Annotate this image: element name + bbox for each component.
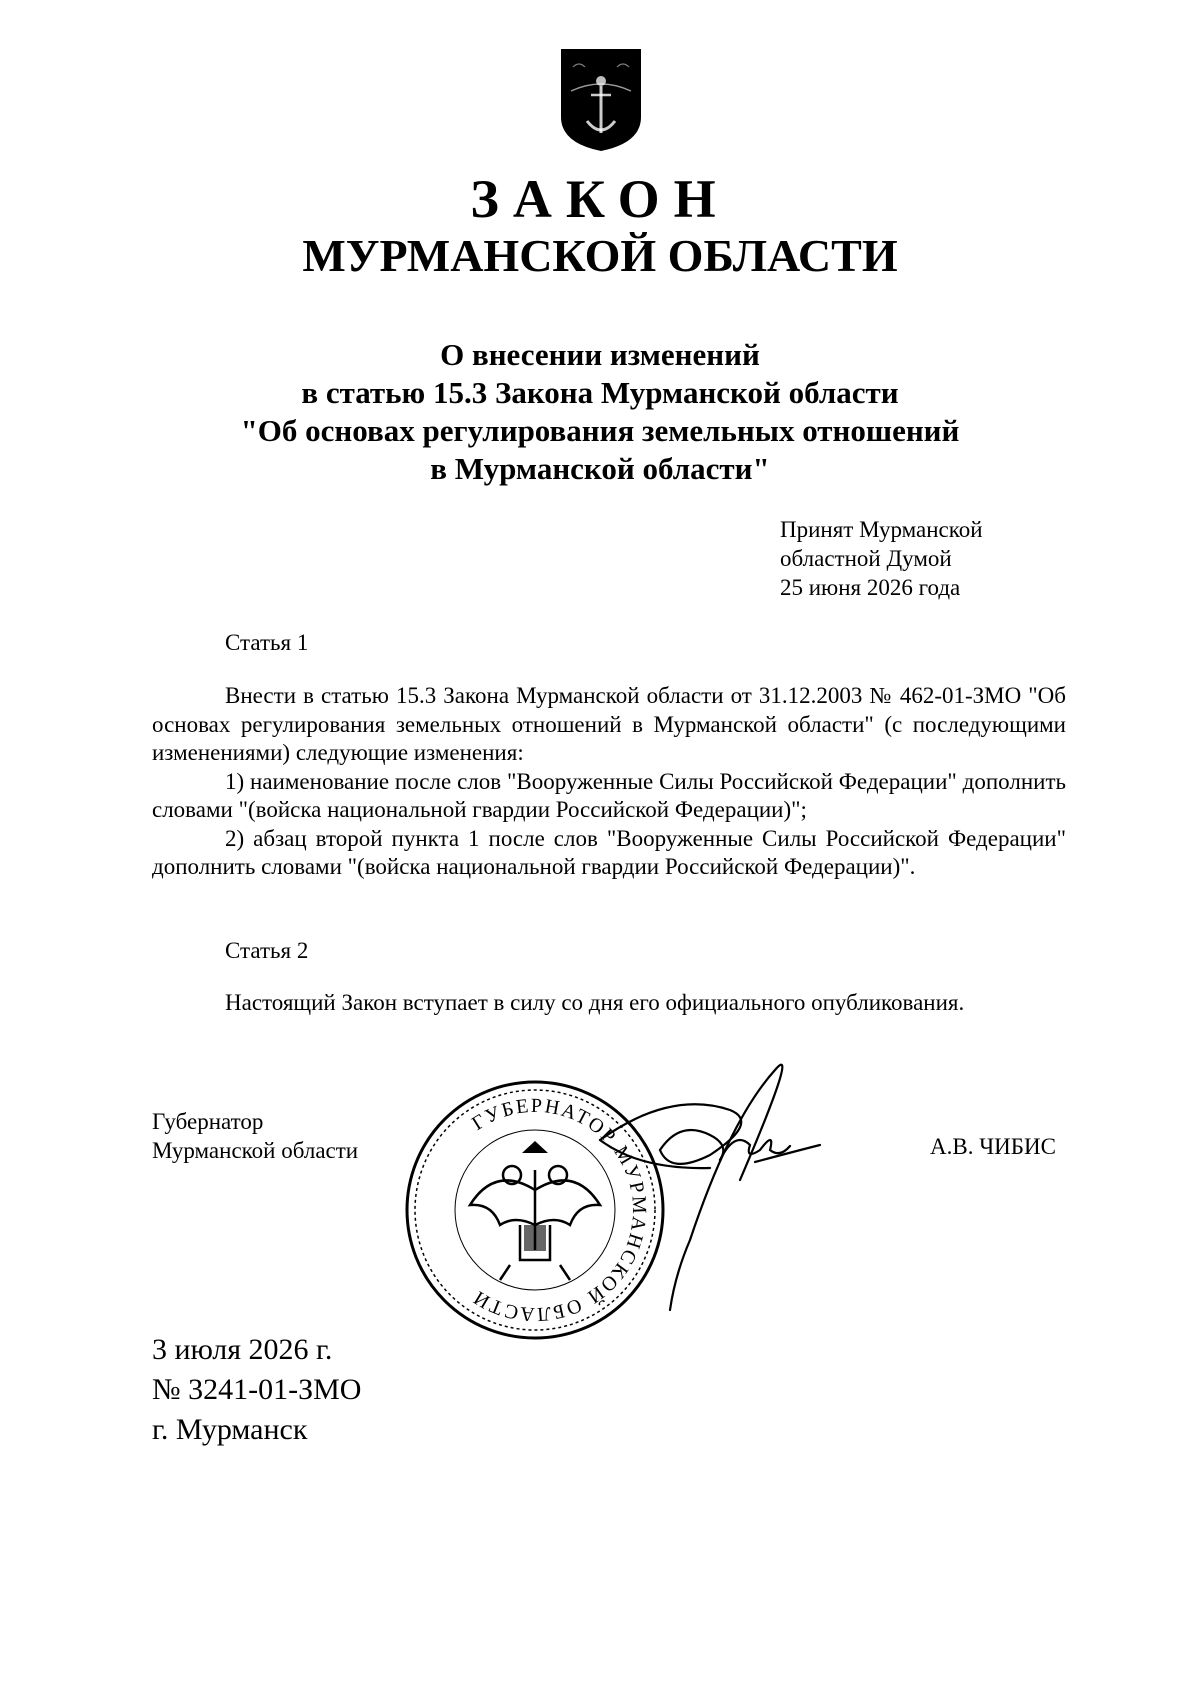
law-subject	[0, 336, 1200, 488]
adoption-note	[780, 515, 983, 602]
document-type-title: ЗАКОН	[470, 169, 730, 229]
coat-of-arms-icon	[559, 47, 643, 153]
subject-line: О внесении изменений	[440, 337, 760, 372]
article-1-body	[152, 682, 1066, 882]
signing-city: г. Мурманск	[152, 1413, 308, 1446]
adoption-line: областной Думой	[780, 546, 952, 571]
article-1-intro: Внести в статью 15.3 Закона Мурманской области от 31.12.2003 № 462-01-ЗМО "Об основах регулирования земельных отношений в Мурманской области" (с последующими изменениями) следующие изменения:	[152, 683, 1066, 765]
article-2-heading: Статья 2	[225, 938, 309, 963]
article-1-heading: Статья 1	[225, 630, 309, 655]
svg-text:ГУБЕРНАТОР МУРМАНСКОЙ ОБЛАСТИ: ГУБЕРНАТОР МУРМАНСКОЙ ОБЛАСТИ	[468, 1094, 651, 1326]
position-line: Мурманской области	[152, 1138, 359, 1163]
adoption-line: 25 июня 2026 года	[780, 575, 961, 600]
article-1-item-1: 1) наименование после слов "Вооруженные Силы Российской Федерации" дополнить словами "(войска национальной гвардии Российской Федерации)";	[152, 768, 1066, 822]
handwritten-signature-icon	[560, 1050, 860, 1330]
document-footer	[152, 1330, 361, 1450]
law-number: № 3241-01-ЗМО	[152, 1373, 362, 1406]
region-title: МУРМАНСКОЙ ОБЛАСТИ	[302, 230, 898, 281]
subject-line: в Мурманской области"	[430, 451, 770, 486]
adoption-line: Принят Мурманской	[780, 517, 983, 542]
signatory-name: А.В. ЧИБИС	[930, 1134, 1056, 1159]
subject-line: в статью 15.3 Закона Мурманской области	[301, 375, 899, 410]
signatory-position	[152, 1107, 358, 1165]
subject-line: "Об основах регулирования земельных отношений	[240, 413, 960, 448]
article-2-body: Настоящий Закон вступает в силу со дня его официального опубликования.	[225, 990, 965, 1015]
signing-date: 3 июля 2026 г.	[152, 1333, 333, 1366]
position-line: Губернатор	[152, 1109, 264, 1134]
article-1-item-2: 2) абзац второй пункта 1 после слов "Вооруженные Силы Российской Федерации" дополнить словами "(войска национальной гвардии Российской Федерации)".	[152, 825, 1066, 879]
